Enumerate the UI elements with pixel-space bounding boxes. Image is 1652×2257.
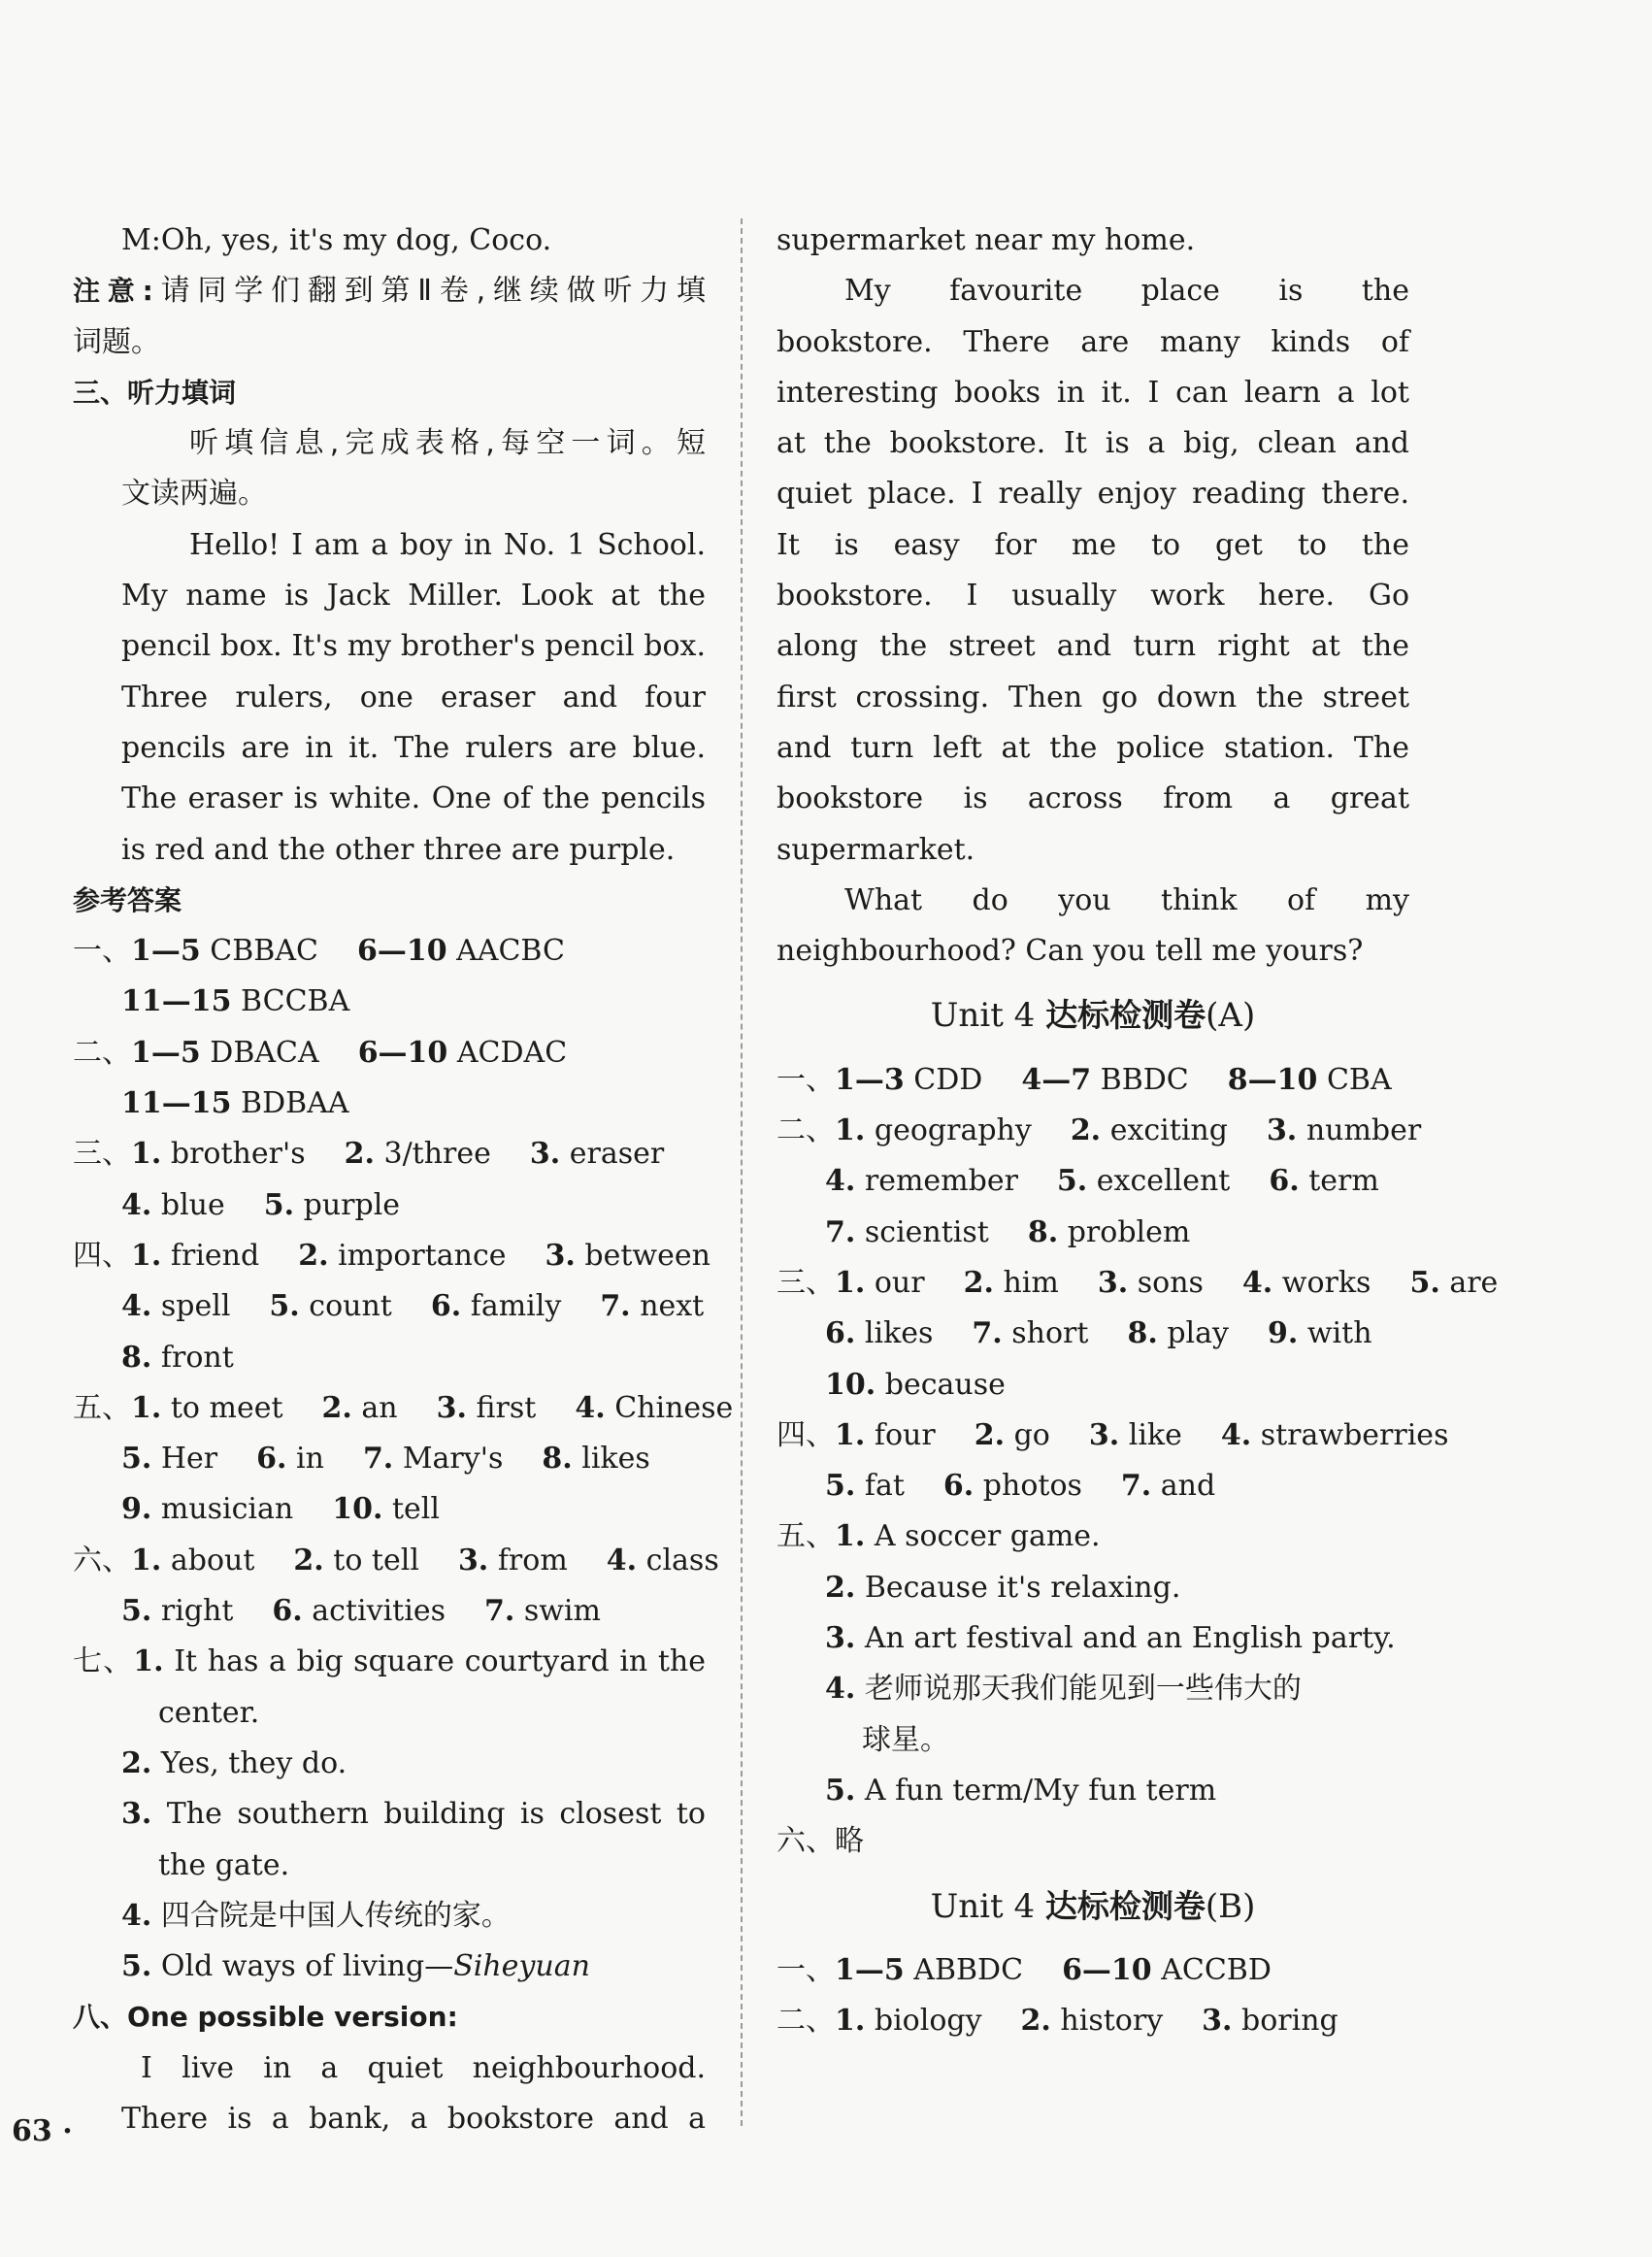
reference-answers-title: 参考答案 — [73, 883, 182, 916]
essay-line: What do you think of my — [844, 882, 1409, 917]
passage-line: pencils are in it. The rulers are blue. — [121, 730, 706, 765]
answer-row: 五、1. to meet 2. an 3. first 4. Chinese — [73, 1390, 734, 1425]
essay-line: I live in a quiet neighbourhood. — [141, 2050, 706, 2085]
right-column — [776, 216, 1499, 2046]
note-label: 注意: — [73, 275, 153, 308]
essay-line: neighbourhood? Can you tell me yours? — [776, 934, 1364, 969]
left-column — [73, 216, 734, 2144]
answer-row: the gate. — [158, 1847, 290, 1882]
essay-line: My favourite place is the — [844, 274, 1409, 309]
answer-row: 一、1—5 ABBDC 6—10 ACCBD — [776, 1952, 1272, 1987]
answer-row: 六、略 — [776, 1824, 864, 1859]
passage-line: pencil box. It's my brother's pencil box. — [121, 629, 706, 664]
answer-row: 3. The southern building is closest to — [121, 1797, 706, 1832]
answer-row: 8. front — [121, 1340, 234, 1375]
answer-row: 9. musician 10. tell — [121, 1492, 440, 1527]
answer-row: 4. spell 5. count 6. family 7. next — [121, 1289, 705, 1324]
essay-line: supermarket near my home. — [776, 223, 1196, 257]
note-line-2: 词题。 — [73, 324, 160, 359]
essay-line: bookstore. There are many kinds of — [776, 324, 1409, 359]
answer-row: 11—15 BCCBA — [121, 984, 350, 1019]
answer-row: 一、1—3 CDD 4—7 BBDC 8—10 CBA — [776, 1062, 1392, 1097]
unit-4-b-title: Unit 4 达标检测卷(B) — [930, 1886, 1256, 1926]
passage-line: is red and the other three are purple. — [121, 832, 676, 867]
essay-line: first crossing. Then go down the street — [776, 680, 1409, 714]
answer-row: center. — [158, 1695, 260, 1730]
instruction-line: 听填信息,完成表格,每空一词。短 — [189, 426, 706, 461]
essay-line: There is a bank, a bookstore and a — [121, 2101, 706, 2136]
answer-row: 10. because — [825, 1367, 1006, 1402]
answer-row: 4. blue 5. purple — [121, 1187, 401, 1222]
passage-line: Three rulers, one eraser and four — [121, 680, 706, 714]
dialogue-line: M:Oh, yes, it's my dog, Coco. — [121, 223, 552, 257]
answer-row: 5. right 6. activities 7. swim — [121, 1594, 601, 1629]
answer-row: 4. 四合院是中国人传统的家。 — [121, 1898, 511, 1933]
answer-row: 5. A fun term/My fun term — [825, 1773, 1217, 1808]
instruction-line-2: 文读两遍。 — [121, 477, 267, 512]
column-divider — [741, 218, 743, 2126]
answer-row: 四、1. friend 2. importance 3. between — [73, 1238, 710, 1273]
answer-row: 3. An art festival and an English party. — [825, 1621, 1396, 1656]
essay-line: quiet place. I really enjoy reading there. — [776, 477, 1409, 512]
unit-4-a-title: Unit 4 达标检测卷(A) — [930, 996, 1256, 1036]
essay-line: bookstore is across from a great — [776, 781, 1409, 816]
essay-line: interesting books in it. I can learn a lot — [776, 375, 1409, 410]
section-title-listening: 三、听力填词 — [73, 376, 237, 409]
answer-row: 球星。 — [862, 1722, 949, 1757]
answer-row: 三、1. our 2. him 3. sons 4. works 5. are — [776, 1265, 1499, 1300]
essay-line: and turn left at the police station. The — [776, 730, 1409, 765]
answer-row: 4. 老师说那天我们能见到一些伟大的 — [825, 1672, 1302, 1707]
note-line: 注意:请同学们翻到第Ⅱ卷,继续做听力填 — [73, 274, 706, 309]
answer-row: 二、1. geography 2. exciting 3. number — [776, 1113, 1422, 1148]
answer-row: 2. Because it's relaxing. — [825, 1570, 1181, 1605]
answer-row: 2. Yes, they do. — [121, 1745, 347, 1780]
answer-row: 6. likes 7. short 8. play 9. with — [825, 1316, 1372, 1351]
answer-row: 11—15 BDBAA — [121, 1086, 349, 1121]
answer-row: 一、1—5 CBBAC 6—10 AACBC — [73, 934, 565, 969]
answer-row: 二、1. biology 2. history 3. boring — [776, 2004, 1338, 2039]
essay-line: at the bookstore. It is a big, clean and — [776, 426, 1409, 461]
essay-line: It is easy for me to get to the — [776, 527, 1409, 562]
answer-row: 二、1—5 DBACA 6—10 ACDAC — [73, 1035, 568, 1070]
essay-line: supermarket. — [776, 832, 975, 867]
passage-line: My name is Jack Miller. Look at the — [121, 579, 706, 614]
answer-row: 7. scientist 8. problem — [825, 1214, 1191, 1249]
answer-row: 5. Old ways of living—Siheyuan — [121, 1949, 590, 1984]
answer-row: 三、1. brother's 2. 3/three 3. eraser — [73, 1137, 665, 1172]
essay-line: bookstore. I usually work here. Go — [776, 579, 1409, 614]
passage-line: The eraser is white. One of the pencils — [121, 781, 706, 816]
essay-line: along the street and turn right at the — [776, 629, 1409, 664]
answer-row: 六、1. about 2. to tell 3. from 4. class — [73, 1543, 719, 1577]
answer-row: 四、1. four 2. go 3. like 4. strawberries — [776, 1417, 1449, 1452]
answer-row: 4. remember 5. excellent 6. term — [825, 1164, 1379, 1199]
answer-row: 5. fat 6. photos 7. and — [825, 1469, 1216, 1504]
answer-row: 八、One possible version: — [73, 2001, 458, 2034]
page-number: 63 · — [12, 2114, 73, 2148]
answer-row: 五、1. A soccer game. — [776, 1519, 1101, 1554]
answer-row: 5. Her 6. in 7. Mary's 8. likes — [121, 1442, 650, 1477]
answer-row: 七、1. It has a big square courtyard in the — [73, 1644, 707, 1679]
passage-line: Hello! I am a boy in No. 1 School. — [189, 527, 706, 562]
